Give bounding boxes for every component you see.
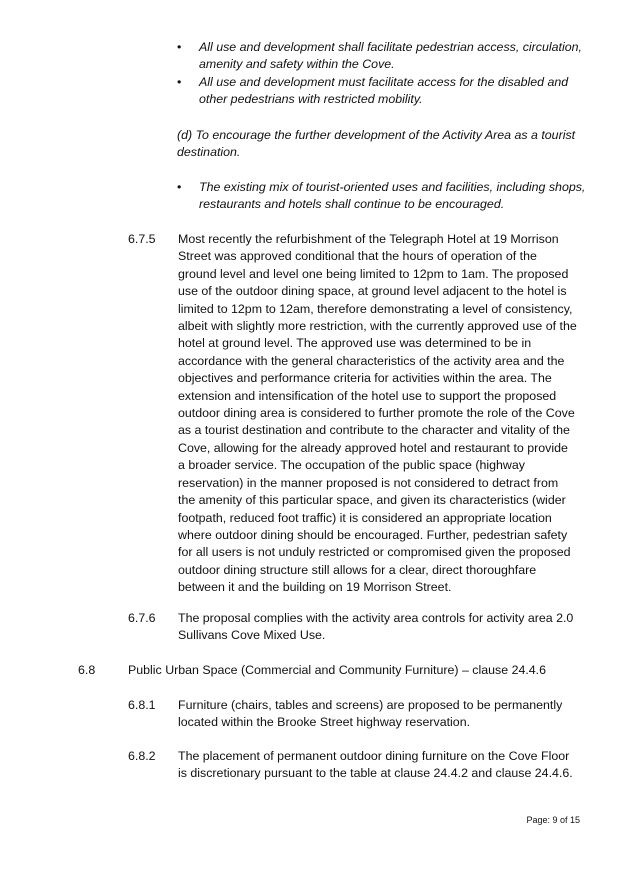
section-number: 6.8	[78, 663, 96, 677]
page-number: Page: 9 of 15	[526, 815, 580, 825]
bullet-text: The existing mix of tourist-oriented uses and facilities, including shops, restaurants and hotels shall continue to be encouraged.	[199, 180, 586, 212]
bullet-list-tourism	[177, 179, 587, 214]
section-number: 6.7.6	[128, 611, 156, 625]
section-text: Furniture (chairs, tables and screens) are proposed to be permanently located within the Brooke Street highway reservation.	[178, 698, 563, 730]
bullet-text: All use and development shall facilitate pedestrian access, circulation, amenity and safety within the Cove.	[199, 40, 582, 72]
bullet-text: All use and development must facilitate access for the disabled and other pedestrians with restricted mobility.	[199, 74, 569, 107]
bullet-icon: •	[177, 74, 182, 89]
section-number: 6.8.1	[128, 698, 156, 712]
section-number: 6.8.2	[128, 749, 156, 763]
section-number: 6.7.5	[128, 232, 156, 246]
section-heading: Public Urban Space (Commercial and Community Furniture) – clause 24.4.6	[128, 663, 547, 677]
bullet-icon: •	[177, 40, 182, 54]
section-text: The placement of permanent outdoor dining furniture on the Cove Floor is discretionary pursuant to the table at clause 24.4.2 and clause 24.4.6.	[178, 749, 573, 781]
list-item	[177, 39, 587, 74]
objective-d: (d) To encourage the further development of the Activity Area as a tourist destination.	[177, 128, 576, 160]
list-item	[177, 179, 587, 214]
list-item	[177, 74, 587, 109]
section-text: The proposal complies with the activity area controls for activity area 2.0 Sullivans Cove Mixed Use.	[178, 611, 574, 643]
bullet-list-access	[177, 39, 587, 109]
section-text: Most recently the refurbishment of the Telegraph Hotel at 19 Morrison Street was approved conditional that the hours of operation of the ground level and level one being limited to 12pm to 1am. The proposed use of the outdoor dining space, at ground level adjacent to the hotel is limited to 12pm to 12am, therefore demonstrating a level of consistency, albeit with slightly more restriction, with the currently approved use of the hotel at ground level. The approved use was determined to be in accordance with the general characteristics of the activity area and the objectives and performance criteria for activities within the area. The extension and intensification of the hotel use to support the proposed outdoor dining area is considered to further promote the role of the Cove as a tourist destination and contribute to the character and vitality of the Cove, allowing for the already approved hotel and restaurant to provide a broader service. The occupation of the public space (highway reservation) in the manner proposed is not considered to detract from the amenity of this particular space, and given its characteristics (wider footpath, reduced foot traffic) it is considered an appropriate location where outdoor dining should be encouraged. Further, pedestrian safety for all users is not unduly restricted or compromised given the proposed outdoor dining structure still allows for a clear, direct thoroughfare between it and the building on 19 Morrison Street.	[178, 232, 577, 595]
bullet-icon: •	[177, 180, 182, 194]
